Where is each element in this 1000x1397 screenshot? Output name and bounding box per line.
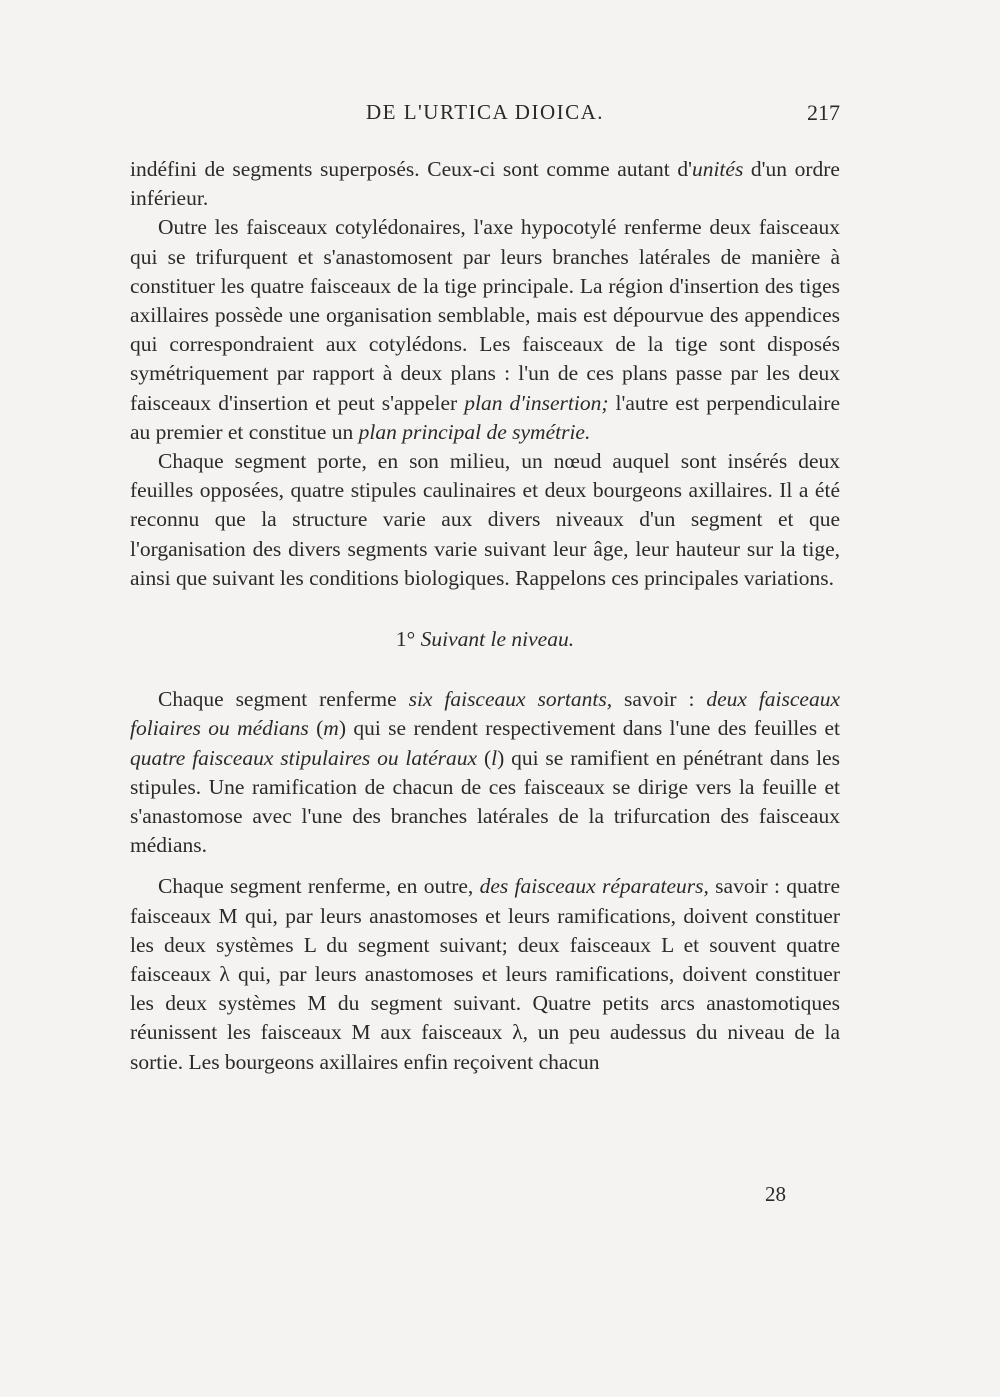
paragraph-5 xyxy=(130,872,840,1076)
text-segment: Chaque segment porte, en son milieu, un nœud auquel sont insérés deux feuilles opposées, quatre stipules caulinaires et deux bourgeons axillaires. Il a été reconnu que la structure varie aux divers niveaux d'un segment et que l'organisation des divers segments varie suivant leur âge, leur hauteur sur la tige, ainsi que suivant les conditions biologiques. Rappelons ces principales variations. xyxy=(130,449,840,590)
running-head xyxy=(130,100,840,132)
paragraph-1 xyxy=(130,155,840,213)
italic-segment: l xyxy=(491,745,498,770)
text-segment: ( xyxy=(477,745,492,770)
paragraph-4 xyxy=(130,685,840,860)
text-segment: savoir : xyxy=(612,687,707,712)
italic-segment: unités xyxy=(691,157,744,181)
italic-segment: deux faisceaux foliaires ou médians xyxy=(130,687,841,741)
italic-segment: quatre faisceaux stipulaires ou latéraux xyxy=(130,745,478,770)
section-title: Suivant le niveau. xyxy=(420,627,575,652)
italic-segment: plan d'insertion; xyxy=(464,390,609,415)
text-segment: ) qui se ramifient en pénétrant dans les stipules. Une ramification de chacun de ces faisceaux se dirige vers la feuille et s'anastomose avec l'une des branches latérales de la trifurcation des faisceaux médians. xyxy=(130,745,840,858)
text-segment: ) qui se rendent respectivement dans l'une des feuilles et xyxy=(338,716,840,741)
italic-segment: six faisceaux sortants, xyxy=(408,687,613,712)
paragraph-3 xyxy=(130,447,840,593)
italic-segment: plan principal de symétrie. xyxy=(358,419,591,444)
page-number: 217 xyxy=(807,100,840,125)
italic-segment: m xyxy=(323,716,339,741)
text-segment: l'autre est perpendiculaire au premier et constitue un xyxy=(130,390,840,444)
text-segment: Chaque segment renferme xyxy=(158,687,409,712)
paragraph-2 xyxy=(130,213,840,447)
text-segment: indéfini de segments superposés. Ceux-ci sont comme autant d' xyxy=(130,157,692,181)
text-segment: Outre les faisceaux cotylédonaires, l'axe hypocotylé renferme deux faisceaux qui se trifurquent et s'anastomosent par leurs branches latérales de manière à constituer les quatre faisceaux de la tige principale. La région d'insertion des tiges axillaires possède une organisation semblable, mais est dépourvue des appendices qui correspondraient aux cotylédons. Les faisceaux de la tige sont disposés symétriquement par rapport à deux plans : l'un de ces plans passe par les deux faisceaux d'insertion et peut s'appeler xyxy=(130,215,840,415)
section-heading xyxy=(130,625,840,654)
signature-mark: 28 xyxy=(765,1182,786,1206)
text-segment: ( xyxy=(308,716,324,741)
text-segment: d'un ordre inférieur. xyxy=(130,157,840,211)
italic-segment: des faisceaux réparateurs, xyxy=(479,874,709,899)
running-title: DE L'URTICA DIOICA. xyxy=(365,100,605,124)
section-number: 1° xyxy=(395,627,416,652)
text-segment: Chaque segment renferme, en outre, xyxy=(158,874,480,899)
body-text xyxy=(130,155,840,1077)
text-segment: savoir : quatre faisceaux M qui, par leurs anastomoses et leurs ramifications, doivent constituer les deux systèmes L du segment suivant; deux faisceaux L et souvent quatre faisceaux λ qui, par leurs anastomoses et leurs ramifications, doivent constituer les deux systèmes M du segment suivant. Quatre petits arcs anastomotiques réunissent les faisceaux M aux faisceaux λ, un peu audessus du niveau de la sortie. Les bourgeons axillaires enfin reçoivent chacun xyxy=(130,874,840,1074)
